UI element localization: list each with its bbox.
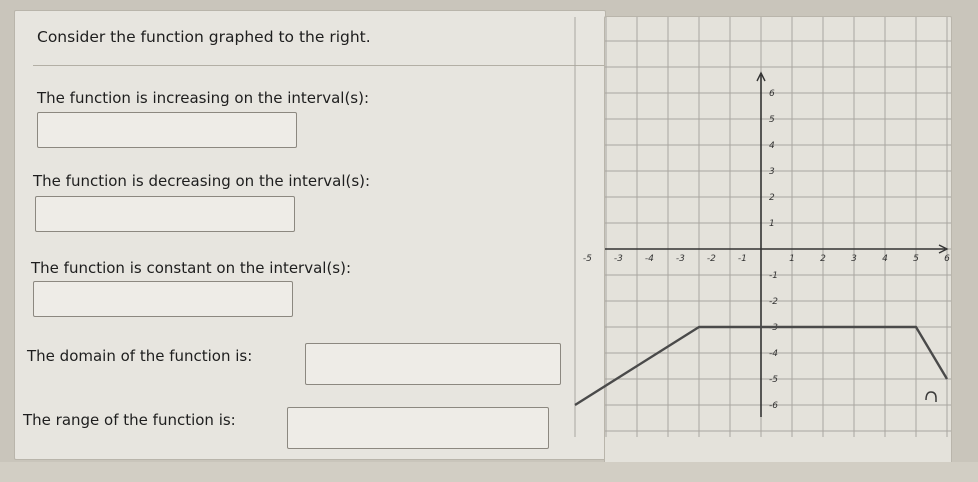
y-tick-label: 6 bbox=[769, 89, 775, 99]
domain-input[interactable] bbox=[305, 343, 561, 385]
x-tick-label: 4 bbox=[882, 254, 888, 264]
question-panel bbox=[14, 10, 606, 460]
x-tick-label: -2 bbox=[706, 254, 716, 264]
x-tick-label: -5 bbox=[582, 254, 592, 264]
y-tick-label: 1 bbox=[769, 219, 775, 229]
function-graph bbox=[582, 17, 951, 464]
increasing-input[interactable] bbox=[37, 112, 297, 148]
cursor-icon bbox=[924, 389, 938, 403]
y-tick-label: 3 bbox=[769, 167, 775, 177]
y-tick-label: -6 bbox=[769, 401, 778, 411]
increasing-label: The function is increasing on the interval(s): bbox=[37, 89, 370, 107]
x-tick-label: 6 bbox=[944, 254, 950, 264]
y-tick-label: 4 bbox=[769, 141, 775, 151]
bottom-strip bbox=[0, 462, 978, 482]
x-tick-label: -3 bbox=[675, 254, 685, 264]
constant-label: The function is constant on the interval(s): bbox=[31, 259, 352, 277]
y-tick-label: 5 bbox=[769, 115, 775, 125]
x-tick-label: -1 bbox=[737, 254, 747, 264]
intro-text: Consider the function graphed to the right. bbox=[37, 28, 371, 46]
x-tick-label: 2 bbox=[820, 254, 826, 264]
y-tick-label: 2 bbox=[769, 193, 775, 203]
decreasing-label: The function is decreasing on the interval(s): bbox=[33, 172, 371, 190]
x-tick-label: 5 bbox=[913, 254, 919, 264]
y-tick-label: -3 bbox=[769, 323, 778, 333]
y-tick-label: -2 bbox=[769, 297, 778, 307]
graph-panel bbox=[582, 16, 952, 465]
x-tick-label: 3 bbox=[851, 254, 857, 264]
y-tick-label: -5 bbox=[769, 375, 778, 385]
y-tick-label: -4 bbox=[769, 349, 778, 359]
x-tick-label: 1 bbox=[789, 254, 795, 264]
y-tick-label: -1 bbox=[769, 271, 778, 281]
x-tick-label: -4 bbox=[644, 254, 654, 264]
decreasing-input[interactable] bbox=[35, 196, 295, 232]
x-tick-label: -3 bbox=[613, 254, 623, 264]
range-label: The range of the function is: bbox=[23, 411, 236, 429]
divider bbox=[33, 65, 609, 66]
domain-label: The domain of the function is: bbox=[27, 347, 253, 365]
constant-input[interactable] bbox=[33, 281, 293, 317]
range-input[interactable] bbox=[287, 407, 549, 449]
